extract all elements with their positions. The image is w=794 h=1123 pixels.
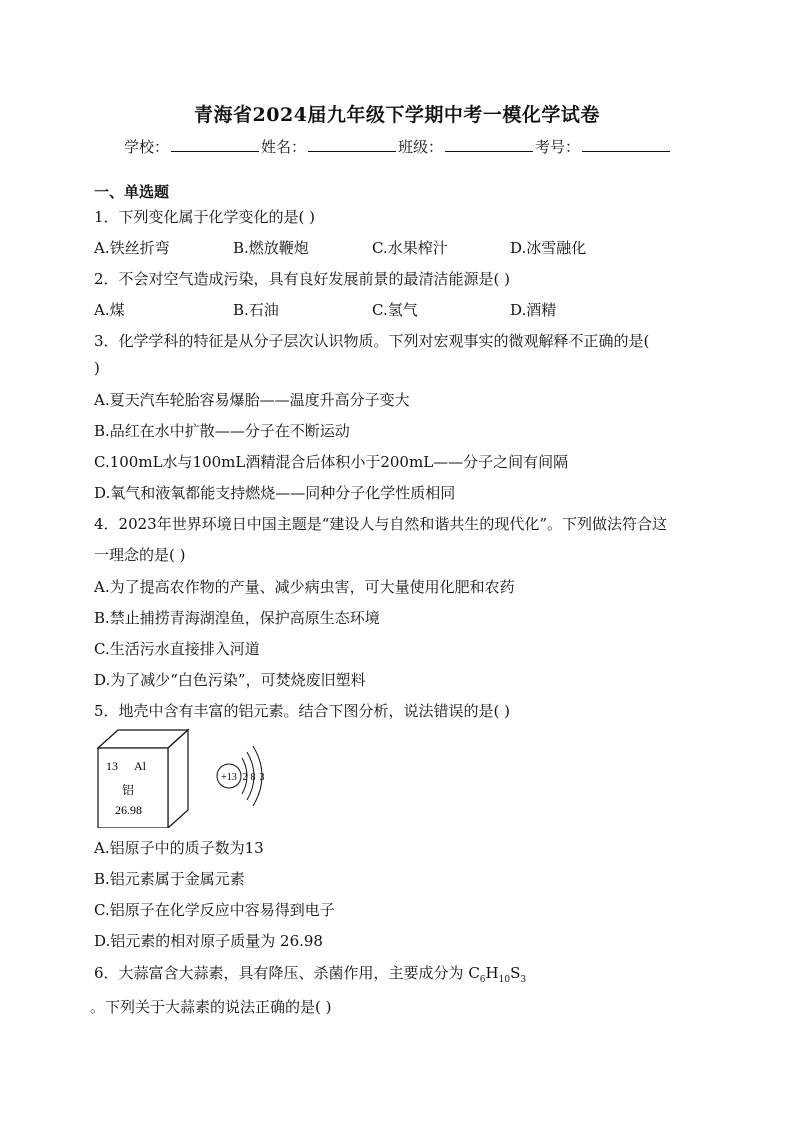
question-1-stem: 1．下列变化属于化学变化的是( ) (94, 208, 316, 226)
question-3-stem: 3．化学学科的特征是从分子层次认识物质。下列对宏观事实的微观解释不正确的是( (94, 332, 650, 350)
school-label: 学校： (124, 138, 170, 156)
question-4-option-a[interactable]: A.为了提高农作物的产量、减少病虫害，可大量使用化肥和农药 (94, 578, 515, 596)
formula-c-subscript: 6 (479, 975, 486, 985)
student-info-line (124, 136, 672, 157)
element-symbol: Al (134, 759, 146, 773)
number-blank[interactable] (582, 139, 670, 152)
shell-2-electrons: 8 (250, 772, 256, 783)
question-3-option-a[interactable]: A.夏天汽车轮胎容易爆胎——温度升高分子变大 (94, 391, 410, 409)
question-3-option-b[interactable]: B.品红在水中扩散——分子在不断运动 (94, 422, 350, 440)
question-2-option-d[interactable]: D.酒精 (510, 301, 557, 319)
question-6-stem-cont: 。下列关于大蒜素的说法正确的是( ) (90, 998, 332, 1016)
section-heading: 一、单选题 (94, 183, 170, 201)
formula-s: S (510, 964, 521, 982)
question-4-option-d[interactable]: D.为了减少“白色污染”，可焚烧废旧塑料 (94, 671, 366, 689)
question-5-option-b[interactable]: B.铝元素属于金属元素 (94, 870, 245, 888)
cube-side-face (168, 730, 188, 828)
question-2-stem: 2．不会对空气造成污染，具有良好发展前景的最清洁能源是( ) (94, 270, 511, 288)
question-5-option-a[interactable]: A.铝原子中的质子数为13 (94, 839, 264, 857)
formula-h-subscript: 10 (498, 975, 511, 985)
class-blank[interactable] (445, 139, 533, 152)
question-4-option-c[interactable]: C.生活污水直接排入河道 (94, 640, 260, 658)
question-5-option-c[interactable]: C.铝原子在化学反应中容易得到电子 (94, 901, 335, 919)
question-1-option-b[interactable]: B.燃放鞭炮 (233, 239, 309, 257)
number-label: 考号： (535, 138, 581, 156)
question-5-option-d[interactable]: D.铝元素的相对原子质量为 26.98 (94, 932, 323, 950)
element-name: 铝 (122, 783, 135, 797)
formula-s-subscript: 3 (520, 975, 527, 985)
question-6-stem (94, 962, 526, 985)
question-6-stem-text: 6．大蒜富含大蒜素，具有降压、杀菌作用，主要成分为 C (94, 964, 480, 982)
formula-h: H (485, 964, 499, 982)
question-2-option-c[interactable]: C.氢气 (372, 301, 418, 319)
question-3-stem-cont: ) (94, 359, 100, 377)
name-blank[interactable] (308, 139, 396, 152)
question-3-option-d[interactable]: D.氧气和液氧都能支持燃烧——同种分子化学性质相同 (94, 484, 456, 502)
question-5-stem: 5．地壳中含有丰富的铝元素。结合下图分析，说法错误的是( ) (94, 702, 511, 720)
atomic-mass: 26.98 (115, 803, 142, 817)
question-4-option-b[interactable]: B.禁止捕捞青海湖湟鱼，保护高原生态环境 (94, 609, 380, 627)
class-label: 班级： (398, 138, 444, 156)
aluminum-figure (96, 728, 296, 828)
question-2-option-a[interactable]: A.煤 (94, 301, 125, 319)
question-1-option-c[interactable]: C.水果榨汁 (372, 239, 448, 257)
nucleus-charge: +13 (221, 772, 237, 783)
question-4-stem: 4．2023年世界环境日中国主题是“建设人与自然和谐共生的现代化”。下列做法符合这 (94, 515, 668, 533)
school-blank[interactable] (171, 139, 259, 152)
shell-3-electrons: 3 (259, 772, 265, 783)
name-label: 姓名： (261, 138, 307, 156)
atomic-number: 13 (106, 759, 118, 773)
question-1-option-d[interactable]: D.冰雪融化 (510, 239, 587, 257)
shell-1-electrons: 2 (242, 772, 248, 783)
question-4-stem-cont: 一理念的是( ) (94, 546, 186, 564)
question-1-option-a[interactable]: A.铁丝折弯 (94, 239, 170, 257)
exam-title: 青海省2024届九年级下学期中考一模化学试卷 (194, 104, 600, 126)
question-3-option-c[interactable]: C.100mL水与100mL酒精混合后体积小于200mL——分子之间有间隔 (94, 453, 569, 471)
question-2-option-b[interactable]: B.石油 (233, 301, 279, 319)
